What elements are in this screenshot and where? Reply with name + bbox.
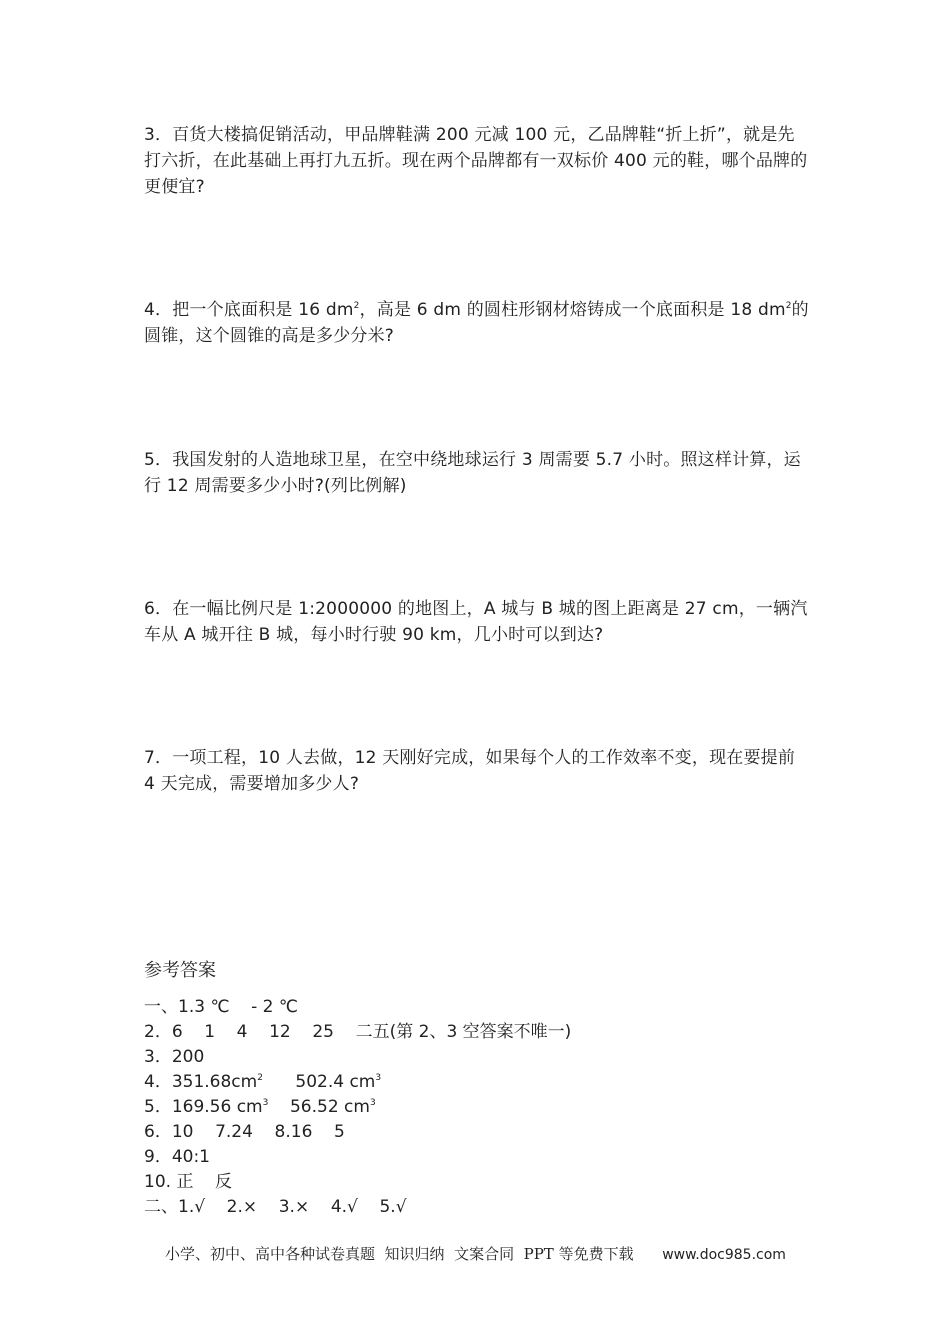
answer-line: 6．10 7.24 8.16 5 xyxy=(144,1122,345,1142)
question-4-text-part1: 4．把一个底面积是 16 dm xyxy=(144,300,354,320)
question-7-text: 7．一项工程，10 人去做，12 天刚好完成，如果每个人的工作效率不变，现在要提前 4 天完成，需要增加多少人? xyxy=(144,748,796,794)
footer-text: 小学、初中、高中各种试卷真题 知识归纳 文案合同 PPT 等免费下载 xyxy=(165,1245,634,1263)
answer-5-b: 56.52 cm xyxy=(268,1097,370,1117)
answer-5-a: 5．169.56 cm xyxy=(144,1097,263,1117)
question-4 xyxy=(144,297,809,349)
question-6 xyxy=(144,596,809,648)
answers-title: 参考答案 xyxy=(144,960,216,981)
question-4-text-part3: 的圆锥，这个圆锥的高是多少分米? xyxy=(144,300,809,346)
superscript-3: 3 xyxy=(369,1098,376,1108)
superscript-2: 2 xyxy=(257,1073,263,1083)
answer-line xyxy=(144,1070,809,1095)
answer-4-b: 502.4 cm xyxy=(262,1072,376,1092)
superscript-3: 3 xyxy=(262,1098,269,1108)
answer-line: 一、1.3 ℃ - 2 ℃ xyxy=(144,997,298,1017)
question-6-text: 6．在一幅比例尺是 1:2000000 的地图上，A 城与 B 城的图上距离是 27 cm，一辆汽车从 A 城开往 B 城，每小时行驶 90 km，几小时可以到达? xyxy=(144,599,808,645)
question-3-text: 3．百货大楼搞促销活动，甲品牌鞋满 200 元减 100 元，乙品牌鞋“折上折”，就是先打六折，在此基础上再打九五折。现在两个品牌都有一双标价 400 元的鞋，哪个品牌的更便宜? xyxy=(144,125,808,197)
answer-line: 9．40:1 xyxy=(144,1147,210,1167)
answers-list xyxy=(144,995,809,1220)
footer-url[interactable]: www.doc985.com xyxy=(662,1247,786,1263)
superscript-3: 3 xyxy=(375,1073,382,1083)
question-7 xyxy=(144,745,809,797)
question-5 xyxy=(144,447,809,499)
answer-line: 10. 正 反 xyxy=(144,1172,233,1192)
answer-line: 二、1.√ 2.× 3.× 4.√ 5.√ xyxy=(144,1197,407,1217)
question-5-text: 5．我国发射的人造地球卫星，在空中绕地球运行 3 周需要 5.7 小时。照这样计算，运行 12 周需要多少小时?(列比例解) xyxy=(144,450,801,496)
page-footer xyxy=(165,1243,805,1266)
superscript-2: 2 xyxy=(785,301,792,311)
answer-4-a: 4．351.68cm xyxy=(144,1072,258,1092)
question-4-text-part2: ，高是 6 dm 的圆柱形钢材熔铸成一个底面积是 18 dm xyxy=(359,300,786,320)
answer-line: 3．200 xyxy=(144,1047,205,1067)
answer-line xyxy=(144,1095,809,1120)
superscript-2: 2 xyxy=(353,301,360,311)
question-3 xyxy=(144,122,809,200)
answer-line: 2．6 1 4 12 25 二五(第 2、3 空答案不唯一) xyxy=(144,1022,572,1042)
